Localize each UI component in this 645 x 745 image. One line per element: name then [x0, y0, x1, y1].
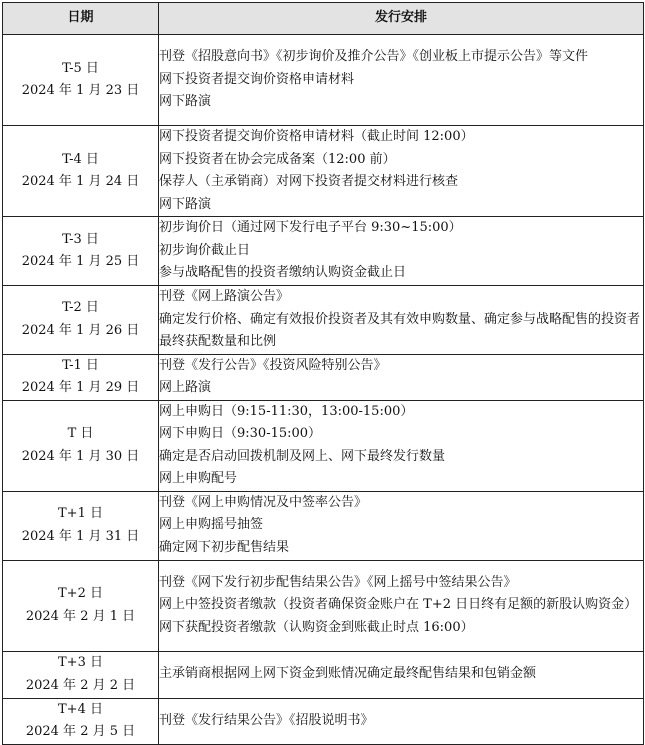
table-row [3, 560, 644, 651]
schedule-date-cell [3, 491, 159, 560]
arrangement-item: 网下投资者提交询价资格申请材料（截止时间 12:00） [159, 129, 474, 144]
schedule-date-label: 2024 年 2 月 5 日 [25, 724, 136, 739]
schedule-arrangement-cell [159, 217, 644, 286]
schedule-arrangement-cell [159, 651, 644, 698]
arrangement-item: 网下获配投资者缴款（认购资金到账截止时点 16:00） [159, 619, 474, 635]
arrangement-item: 网上申购摇号抽签 [159, 517, 264, 533]
schedule-date-cell [3, 560, 159, 651]
schedule-day-label: T 日 [67, 426, 94, 441]
schedule-day-label: T-4 日 [62, 151, 99, 167]
table-row [3, 126, 644, 217]
issuance-schedule-table [2, 2, 644, 745]
arrangement-item: 保荐人（主承销商）对网下投资者提交材料进行核查 [159, 174, 459, 189]
arrangement-item: 初步询价日（通过网下发行电子平台 9:30~15:00） [159, 220, 462, 236]
schedule-arrangement-cell [159, 286, 644, 355]
table-row [3, 400, 644, 491]
schedule-date-label: 2024 年 1 月 29 日 [21, 380, 140, 395]
schedule-date-cell [3, 651, 159, 698]
arrangement-item: 确定网下初步配售结果 [159, 539, 290, 555]
schedule-day-label: T+3 日 [58, 655, 103, 670]
table-body [3, 35, 644, 745]
arrangement-item: 网下路演 [159, 196, 212, 212]
table-row [3, 217, 644, 286]
schedule-date-cell [3, 35, 159, 126]
schedule-date-label: 2024 年 1 月 23 日 [21, 83, 140, 98]
schedule-date-label: 2024 年 2 月 2 日 [25, 677, 136, 693]
arrangement-item: 网上中签投资者缴款（投资者确保资金账户在 T+2 日日终有足额的新股认购资金） [159, 597, 638, 613]
table-header-row [3, 3, 644, 35]
arrangement-item: 刊登《发行结果公告》《招股说明书》 [159, 712, 374, 728]
arrangement-item: 主承销商根据网上网下资金到账情况确定最终配售结果和包销金额 [159, 666, 537, 682]
arrangement-item: 网上申购配号 [159, 471, 238, 486]
header-arrangement: 发行安排 [159, 3, 644, 35]
table-row [3, 354, 644, 400]
arrangement-item: 确定发行价格、确定有效报价投资者及其有效申购数量、确定参与战略配售的投资者最终获配数量和比例 [159, 311, 641, 349]
table-row [3, 698, 644, 744]
arrangement-item: 刊登《发行公告》《投资风险特别公告》 [159, 357, 387, 373]
schedule-arrangement-cell [159, 354, 644, 400]
schedule-day-label: T-5 日 [62, 60, 99, 76]
schedule-date-label: 2024 年 1 月 25 日 [21, 254, 140, 269]
table-row [3, 491, 644, 560]
arrangement-item: 确定是否启动回拨机制及网上、网下最终发行数量 [159, 448, 446, 464]
schedule-day-label: T+1 日 [58, 506, 103, 521]
arrangement-item: 刊登《网上路演公告》 [159, 289, 290, 304]
table-row [3, 651, 644, 698]
arrangement-item: 网下申购日（9:30-15:00） [159, 426, 322, 441]
schedule-day-label: T-1 日 [62, 357, 99, 373]
arrangement-item: 刊登《网上申购情况及中签率公告》 [159, 494, 368, 510]
arrangement-item: 网下投资者在协会完成备案（12:00 前） [159, 151, 396, 167]
header-date: 日期 [3, 3, 159, 35]
arrangement-item: 网下投资者提交询价资格申请材料 [159, 71, 355, 87]
arrangement-item: 网上申购日（9:15-11:30，13:00-15:00） [159, 403, 414, 419]
schedule-date-cell [3, 698, 159, 744]
schedule-arrangement-cell [159, 491, 644, 560]
schedule-arrangement-cell [159, 126, 644, 217]
table-row [3, 286, 644, 355]
schedule-date-label: 2024 年 1 月 26 日 [21, 322, 140, 338]
schedule-arrangement-cell [159, 698, 644, 744]
arrangement-item: 刊登《招股意向书》《初步询价及推介公告》《创业板上市提示公告》等文件 [159, 49, 589, 65]
schedule-date-cell [3, 286, 159, 355]
schedule-day-label: T+2 日 [58, 586, 103, 601]
schedule-day-label: T+4 日 [58, 701, 103, 717]
arrangement-item: 网上路演 [159, 380, 212, 395]
schedule-date-label: 2024 年 1 月 30 日 [21, 448, 140, 464]
schedule-arrangement-cell [159, 35, 644, 126]
schedule-day-label: T-3 日 [62, 231, 99, 247]
arrangement-item: 刊登《网下发行初步配售结果公告》《网上摇号中签结果公告》 [159, 574, 517, 590]
schedule-date-cell [3, 400, 159, 491]
schedule-date-cell [3, 354, 159, 400]
arrangement-item: 初步询价截止日 [159, 242, 251, 258]
schedule-arrangement-cell [159, 400, 644, 491]
arrangement-item: 网下路演 [159, 94, 212, 110]
schedule-date-label: 2024 年 1 月 31 日 [21, 528, 140, 544]
table-row [3, 35, 644, 126]
arrangement-item: 参与战略配售的投资者缴纳认购资金截止日 [159, 265, 407, 281]
schedule-date-cell [3, 126, 159, 217]
schedule-arrangement-cell [159, 560, 644, 651]
schedule-date-label: 2024 年 2 月 1 日 [25, 608, 136, 624]
schedule-date-cell [3, 217, 159, 286]
schedule-date-label: 2024 年 1 月 24 日 [21, 174, 140, 189]
schedule-day-label: T-2 日 [62, 300, 99, 316]
